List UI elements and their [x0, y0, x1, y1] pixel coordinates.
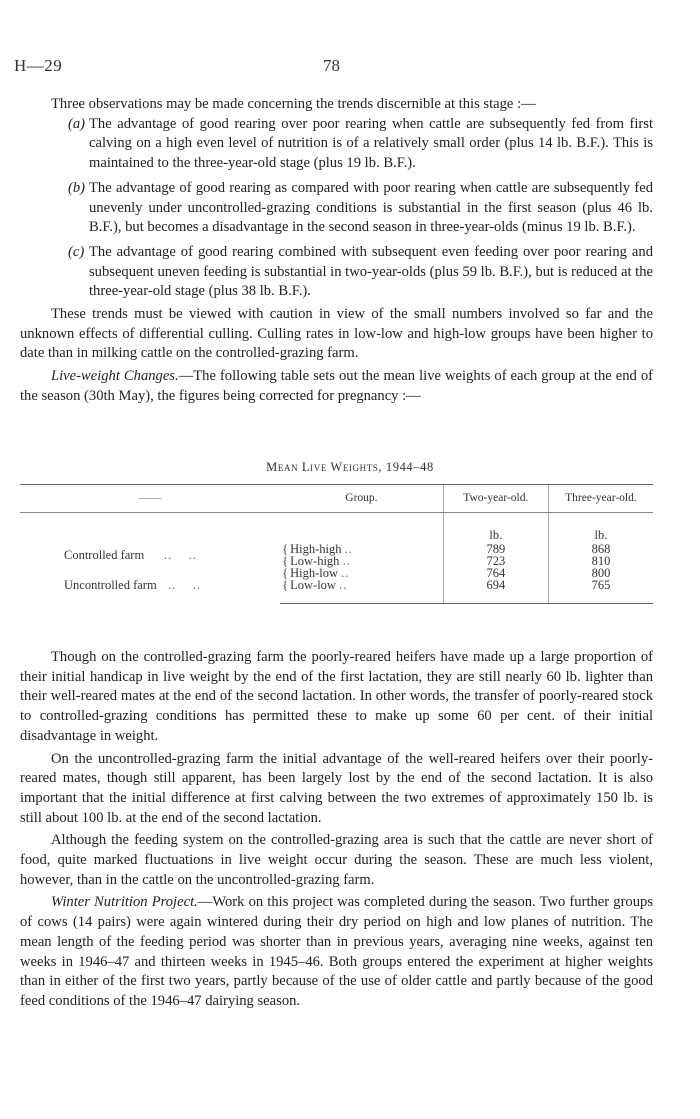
observation-b-label: (b)	[68, 179, 86, 196]
winter-nutrition-text: —Work on this project was completed during the season. Two further groups of cows (14 pairs) were again wintered during their dry period on high and low planes of nutrition. The mean length of the feeding period was shorter than in previous years, averaging nine weeks, against ten weeks in 1946–47 and thirteen weeks in 1945–46. Both groups entered the experiment at higher weights than in either of the first two years, partly because of the use of older cattle and partly because of the good feed conditions of the 1946–47 dairying season.	[20, 894, 653, 1009]
table-cell-three: 765	[548, 579, 653, 604]
table-row: { Low-low .. 694 765	[20, 579, 653, 604]
table-unit-three: lb.	[548, 513, 653, 544]
caution-paragraph: These trends must be viewed with caution in view of the small numbers involved so far and the unknown effects of differential culling. Culling rates in low-low and high-low groups have been higher to date than in milking cattle on the controlled-grazing farm.	[20, 306, 653, 362]
observation-b	[20, 179, 653, 238]
observation-c-text: The advantage of good rearing combined with subsequent even feeding over poor rearing and subsequent uneven feeding is substantial in two-year-olds (plus 59 lb. B.F.), but is reduced at the three-year-old stage (plus 38 lb. B.F.).	[89, 243, 653, 300]
observation-a	[20, 115, 653, 174]
table-cell-two: 789	[443, 543, 548, 555]
table-cell-two: 723	[443, 555, 548, 567]
controlled-farm-paragraph: Though on the controlled-grazing farm the poorly-reared heifers have made up a large proportion of their initial handicap in live weight by the end of the first lactation, they are still nearly 60 lb. lighter than their well-reared mates at the end of the second lactation. In other words, the transfer of poorly-reared stock to controlled-grazing conditions has permitted these to make up some 60 per cent. of their initial disadvantage in weight.	[20, 649, 653, 744]
table-row: { Low-high .. 723 810	[20, 555, 653, 567]
table-units-row	[20, 513, 653, 544]
table-header-farm: ——	[138, 492, 162, 504]
report-reference: H—29	[14, 56, 63, 75]
table-cell-farm: Uncontrolled farm	[64, 578, 157, 593]
page-number: 78	[323, 56, 340, 75]
observation-a-label: (a)	[68, 115, 86, 132]
live-weight-paragraph	[20, 367, 653, 406]
table-header-row	[20, 485, 653, 513]
winter-nutrition-paragraph	[20, 893, 653, 1011]
table-cell-two: 694	[443, 579, 548, 604]
winter-nutrition-heading: Winter Nutrition Project.	[51, 894, 198, 911]
table-header-three-year: Three-year-old.	[548, 485, 653, 513]
observation-b-text: The advantage of good rearing as compared with poor rearing when cattle are subsequently fed unevenly under uncontrolled-grazing conditions is substantial in the first season (plus 46 lb. B.F.), but becomes a disadvantage in the second season in three-year-olds (minus 19 lb. B.F.).	[89, 179, 653, 236]
live-weights-table	[20, 484, 653, 604]
table-cell-three: 810	[548, 555, 653, 567]
table-header-two-year: Two-year-old.	[443, 485, 548, 513]
table-title: Mean Live Weights, 1944–48	[266, 460, 434, 474]
table-cell-group: Low-high	[290, 554, 340, 568]
discussion-block	[20, 648, 653, 1012]
table-cell-two: 764	[443, 567, 548, 579]
table-row: Controlled farm .. .. { High-high .. 789 868	[20, 543, 653, 555]
observation-c	[20, 243, 653, 302]
intro-paragraph: Three observations may be made concerning the trends discernible at this stage :—	[51, 96, 536, 112]
fluctuations-paragraph: Although the feeding system on the controlled-grazing area is such that the cattle are never short of food, quite marked fluctuations in live weight occur during the season. These are much less violent, however, than in the cattle on the uncontrolled-grazing farm.	[20, 832, 653, 888]
table-cell-group: High-high	[290, 542, 342, 556]
table-cell-group: High-low	[290, 566, 339, 580]
table-cell-farm: Controlled farm	[64, 548, 145, 562]
table-cell-three: 800	[548, 567, 653, 579]
uncontrolled-farm-paragraph: On the uncontrolled-grazing farm the initial advantage of the well-reared heifers over their poorly-reared mates, though still apparent, has been largely lost by the end of the second lactation. It is also important that the initial difference at first calving between the two extremes of approximately 150 lb. is still about 100 lb. at the end of the second lactation.	[20, 750, 653, 826]
table-cell-three: 868	[548, 543, 653, 555]
live-weight-heading: Live-weight Changes.	[51, 368, 179, 385]
table-cell-group: Low-low	[290, 578, 336, 592]
table-unit-two: lb.	[443, 513, 548, 544]
observation-a-text: The advantage of good rearing over poor rearing when cattle are subsequently fed from first calving on a high even level of nutrition is of a relatively small order (plus 14 lb. B.F.). This is maintained to the three-year-old stage (plus 19 lb. B.F.).	[89, 115, 653, 172]
observation-c-label: (c)	[68, 243, 85, 260]
table-header-group: Group.	[280, 485, 443, 513]
live-weight-text: —The following table sets out the mean live weights of each group at the end of the season (30th May), the figures being corrected for pregnancy :—	[20, 368, 653, 404]
table-row: Uncontrolled farm .. .. { High-low .. 764 800	[20, 567, 653, 579]
observations-block	[20, 95, 653, 407]
